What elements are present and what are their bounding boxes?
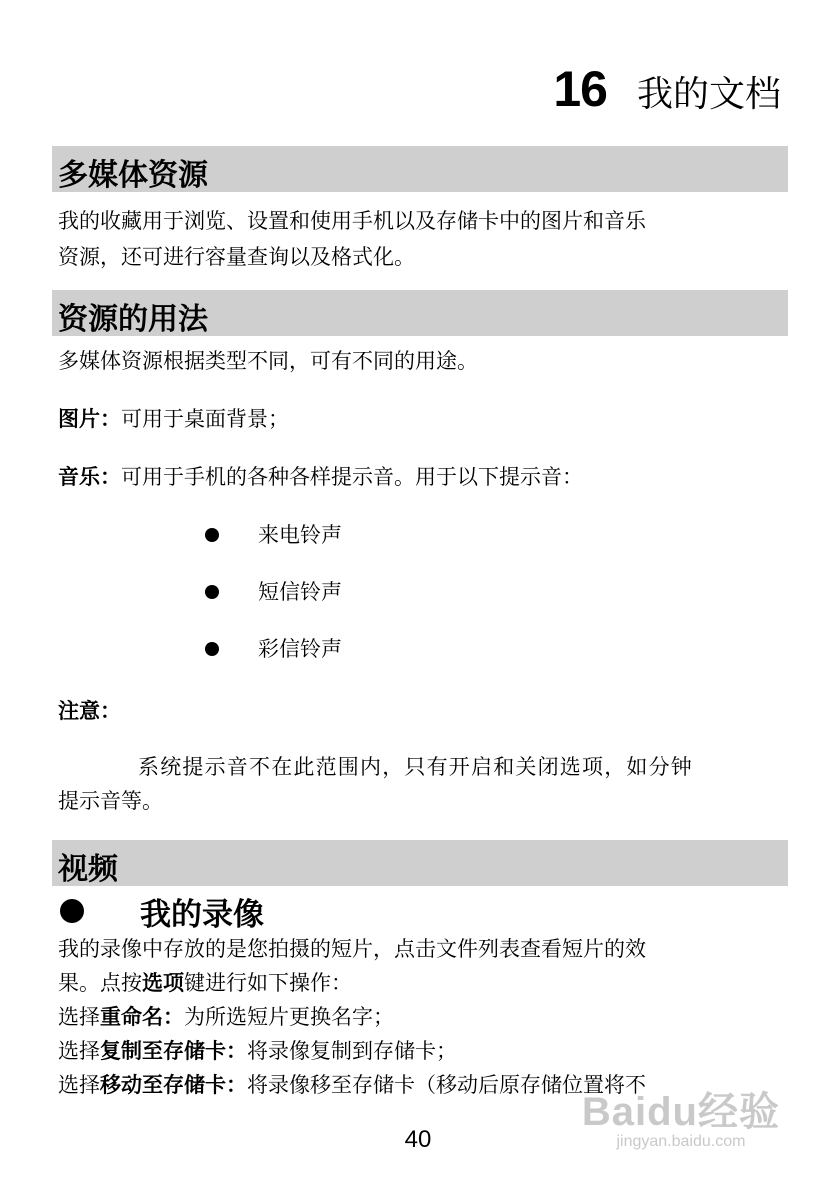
bullet-dot: [205, 585, 219, 599]
options-key-label: 选项: [142, 971, 184, 995]
text-segment: 键进行如下操作：: [184, 971, 352, 995]
picture-text: 可用于桌面背景；: [121, 407, 289, 431]
page-number: 40: [404, 1126, 432, 1153]
list-item: 短信铃声: [258, 580, 342, 604]
section-heading-bar: [52, 290, 788, 336]
music-usage-line: [58, 461, 583, 493]
paragraph-line: 资源，还可进行容量查询以及格式化。: [58, 245, 415, 269]
note-line: 系统提示音不在此范围内，只有开启和关闭选项，如分钟: [138, 755, 693, 779]
subheading-my-recordings: 我的录像: [140, 897, 264, 933]
option-label: 移动至存储卡：: [100, 1073, 247, 1097]
chapter-number: 16: [553, 61, 607, 117]
text-segment: 将录像复制到存储卡；: [247, 1039, 457, 1063]
text-segment: 选择: [58, 1073, 100, 1097]
option-rename-line: [58, 1001, 394, 1033]
bullet-dot: [205, 528, 219, 542]
paragraph-line: [58, 967, 352, 999]
option-label: 复制至存储卡：: [100, 1039, 247, 1063]
paragraph-line: 我的收藏用于浏览、设置和使用手机以及存储卡中的图片和音乐: [58, 209, 646, 233]
text-segment: 选择: [58, 1005, 100, 1029]
paragraph-line: 我的录像中存放的是您拍摄的短片，点击文件列表查看短片的效: [58, 937, 646, 961]
list-item: 彩信铃声: [258, 637, 342, 661]
chapter-title: [553, 60, 781, 118]
bullet-dot: [60, 899, 84, 923]
section-heading-usage: 资源的用法: [58, 302, 208, 337]
list-item: 来电铃声: [258, 523, 342, 547]
note-label: 注意：: [58, 699, 121, 723]
section-heading-bar: [52, 146, 788, 192]
chapter-name: 我的文档: [636, 74, 781, 115]
option-copy-line: [58, 1035, 457, 1067]
picture-usage-line: [58, 403, 289, 435]
music-label: 音乐：: [58, 465, 121, 489]
text-segment: 将录像移至存储卡（移动后原存储位置将不: [247, 1073, 646, 1097]
text-segment: 选择: [58, 1039, 100, 1063]
section-heading-video: 视频: [58, 852, 118, 887]
option-move-line: [58, 1069, 646, 1101]
text-segment: 果。点按: [58, 971, 142, 995]
bullet-dot: [205, 642, 219, 656]
music-text: 可用于手机的各种各样提示音。用于以下提示音：: [121, 465, 583, 489]
option-label: 重命名：: [100, 1005, 184, 1029]
section-heading-multimedia: 多媒体资源: [58, 158, 208, 193]
section-heading-bar: [52, 840, 788, 886]
watermark-url: jingyan.baidu.com: [616, 1133, 746, 1150]
text-segment: 为所选短片更换名字；: [184, 1005, 394, 1029]
picture-label: 图片：: [58, 407, 121, 431]
note-line: 提示音等。: [58, 789, 163, 813]
paragraph-line: 多媒体资源根据类型不同，可有不同的用途。: [58, 349, 478, 373]
watermark-logo: Baidu经验: [581, 1090, 780, 1134]
